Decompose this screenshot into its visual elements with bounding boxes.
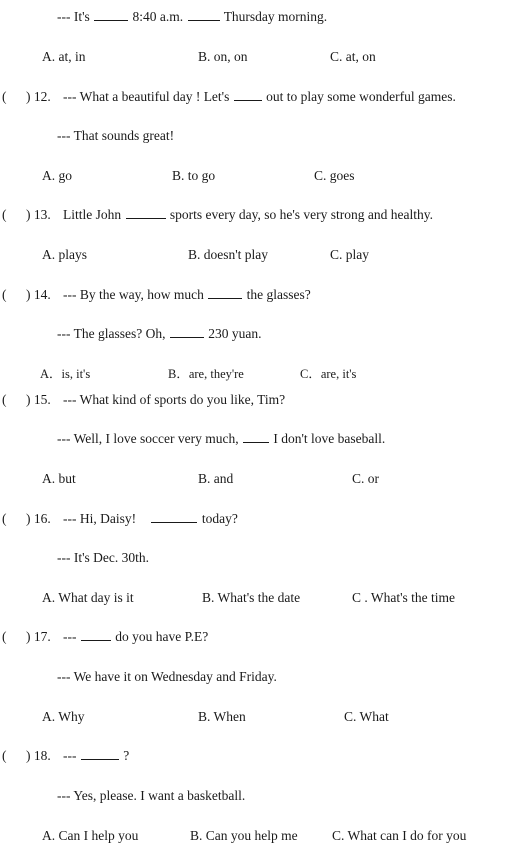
q15-answer-paren: ( xyxy=(2,392,7,407)
q17-number: ) 17. xyxy=(26,629,51,644)
q13-number: ) 13. xyxy=(26,207,51,222)
q16-option-a: A. What day is it xyxy=(42,590,134,605)
q17-stem-part-b: do you have P.E? xyxy=(115,629,209,644)
q13-option-c: C. play xyxy=(330,247,369,262)
q14-option-b: B．are, they're xyxy=(168,367,244,381)
q12-reply: --- That sounds great! xyxy=(57,128,175,143)
q14-reply xyxy=(57,325,261,343)
q14-number: ) 14. xyxy=(26,287,51,302)
q11-blank-2 xyxy=(188,8,220,21)
q12-option-a: A. go xyxy=(42,168,72,183)
q13-stem-part-a: Little John xyxy=(63,207,122,222)
q15-reply-part-b: I don't love baseball. xyxy=(273,431,386,446)
q11-blank-1 xyxy=(94,8,128,21)
q17-reply: --- We have it on Wednesday and Friday. xyxy=(57,669,277,684)
q15-option-a: A. but xyxy=(42,471,76,486)
q18-option-b: B. Can you help me xyxy=(190,828,298,843)
q15-reply-part-a: --- Well, I love soccer very much, xyxy=(57,431,239,446)
q12-number: ) 12. xyxy=(26,89,51,104)
q13-option-b: B. doesn't play xyxy=(188,247,269,262)
q14-blank-1 xyxy=(208,286,242,299)
q15-blank xyxy=(243,430,269,443)
q16-number: ) 16. xyxy=(26,511,51,526)
q11-stem-part-a: --- It's xyxy=(57,9,90,24)
q18-stem-part-b: ? xyxy=(123,748,130,763)
q16-option-b: B. What's the date xyxy=(202,590,301,605)
q16-blank xyxy=(151,510,197,523)
q13-option-a: A. plays xyxy=(42,247,87,262)
q13-answer-paren: ( xyxy=(2,207,7,222)
q17-option-a: A. Why xyxy=(42,709,85,724)
q15-reply xyxy=(57,430,385,448)
q17-stem-part-a: --- xyxy=(63,629,77,644)
q18-option-a: A. Can I help you xyxy=(42,828,139,843)
q17-option-b: B. When xyxy=(198,709,246,724)
q14-reply-part-a: --- The glasses? Oh, xyxy=(57,326,166,341)
q18-reply: --- Yes, please. I want a basketball. xyxy=(57,788,246,803)
q12-stem-part-a: --- What a beautiful day ! Let's xyxy=(63,89,230,104)
q12-option-b: B. to go xyxy=(172,168,216,183)
q16-answer-paren: ( xyxy=(2,511,7,526)
q18-stem-part-a: --- xyxy=(63,748,77,763)
q15-number: ) 15. xyxy=(26,392,51,407)
q11-stem-part-b: 8:40 a.m. xyxy=(132,9,184,24)
q12-stem-part-b: out to play some wonderful games. xyxy=(266,89,456,104)
q11-stem xyxy=(57,8,327,26)
q16-option-c: C . What's the time xyxy=(352,590,456,605)
q18-blank xyxy=(81,747,119,760)
q15-option-c: C. or xyxy=(352,471,379,486)
q11-option-b: B. on, on xyxy=(198,49,248,64)
q17-blank xyxy=(81,628,111,641)
q16-reply: --- It's Dec. 30th. xyxy=(57,550,150,565)
q14-stem-text xyxy=(63,286,311,304)
q18-number: ) 18. xyxy=(26,748,51,763)
q14-blank-2 xyxy=(170,325,204,338)
q17-answer-paren: ( xyxy=(2,629,7,644)
q11-option-a: A. at, in xyxy=(42,49,86,64)
q13-stem-text xyxy=(63,206,433,224)
q16-stem-text xyxy=(63,510,238,528)
q17-option-c: C. What xyxy=(344,709,389,724)
q15-option-b: B. and xyxy=(198,471,234,486)
q11-option-c: C. at, on xyxy=(330,49,376,64)
q18-option-c: C. What can I do for you xyxy=(332,828,467,843)
q14-option-a: A．is, it's xyxy=(40,367,91,381)
q13-stem-part-b: sports every day, so he's very strong and healthy. xyxy=(169,207,433,222)
q14-stem-part-a: --- By the way, how much xyxy=(63,287,204,302)
q12-blank xyxy=(234,88,262,101)
q18-stem-text xyxy=(63,747,129,765)
q14-answer-paren: ( xyxy=(2,287,7,302)
q17-stem-text xyxy=(63,628,208,646)
q12-option-c: C. goes xyxy=(314,168,355,183)
q18-answer-paren: ( xyxy=(2,748,7,763)
q12-stem-text xyxy=(63,88,456,106)
q11-stem-part-c: Thursday morning. xyxy=(223,9,328,24)
q16-stem-part-a: --- Hi, Daisy! xyxy=(63,511,137,526)
q16-stem-part-b: today? xyxy=(201,511,238,526)
q14-stem-part-b: the glasses? xyxy=(246,287,311,302)
q13-blank xyxy=(126,206,166,219)
q14-reply-part-b: 230 yuan. xyxy=(208,326,262,341)
q15-stem-text: --- What kind of sports do you like, Tim? xyxy=(63,392,286,407)
q14-option-c: C．are, it's xyxy=(300,367,357,381)
q12-answer-paren: ( xyxy=(2,89,7,104)
